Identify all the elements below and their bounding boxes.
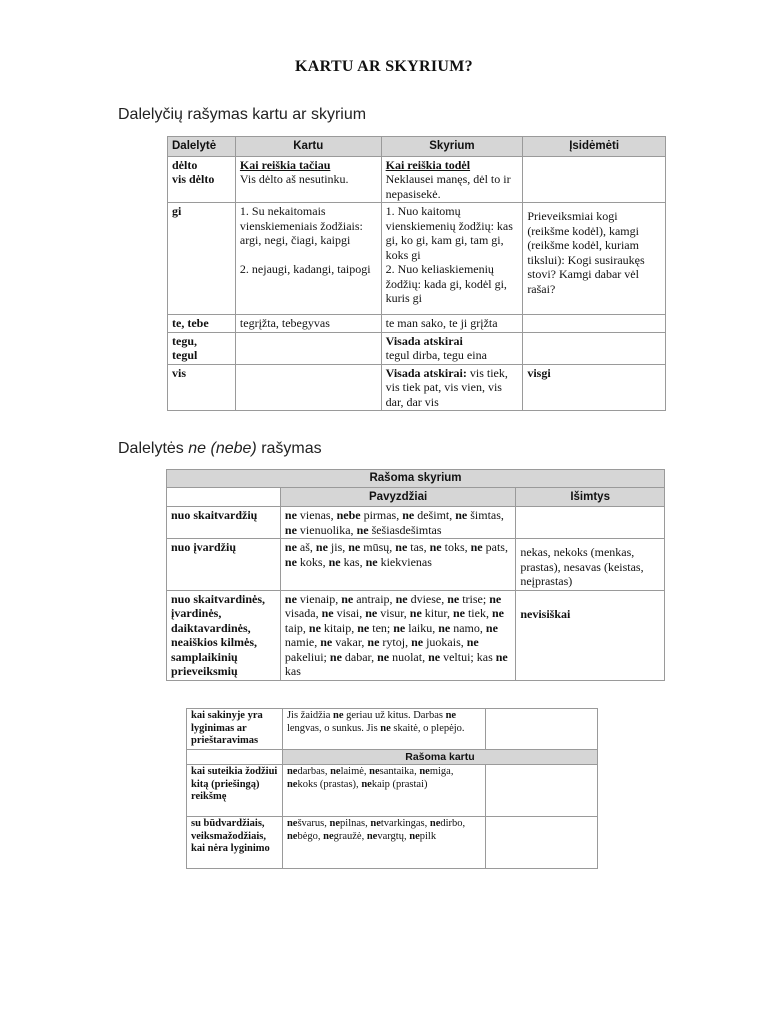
particle-cell: tegu, tegul <box>168 332 236 364</box>
table-header-row <box>167 487 665 507</box>
separately-cell: te man sako, te ji grįžta <box>381 315 523 333</box>
col-header-together: Kartu <box>235 137 381 157</box>
particle-cell: gi <box>168 203 236 315</box>
table-row <box>187 765 598 817</box>
separately-cell <box>381 332 523 364</box>
together-cell <box>235 364 381 411</box>
separately-cell <box>381 156 523 203</box>
together-cell <box>235 156 381 203</box>
heading-text: Dalelytės <box>118 440 189 457</box>
separately-text: 2. Nuo keliaskiemenių žodžių: kada gi, kodėl gi, kuris gi <box>385 262 507 305</box>
examples-cell: ne vienas, nebe pirmas, ne dešimt, ne šimtas, ne vienuolika, ne šešiasdešimtas <box>280 507 515 539</box>
separately-cell <box>381 203 523 315</box>
rule-label: su būdvardžiais, veiksmažodžiais, kai nėra lyginimo <box>187 817 283 869</box>
band-separately: Rašoma skyrium <box>167 470 665 488</box>
rule-label: nuo skaitvardžių <box>167 507 281 539</box>
separately-cell <box>381 364 523 411</box>
col-header-examples: Pavyzdžiai <box>280 487 515 507</box>
heading-text: rašymas <box>256 440 322 457</box>
section2-heading <box>118 440 322 458</box>
together-text: Vis dėlto aš nesutinku. <box>239 172 349 186</box>
table-header-row <box>168 137 666 157</box>
separately-text: 1. Nuo kaitomų vienskiemenių žodžių: kas gi, ko gi, kam gi, tam gi, koks gi <box>385 204 513 262</box>
together-cell <box>235 203 381 315</box>
separately-text: Neklausei manęs, dėl to ir nepasisekė. <box>385 172 511 201</box>
band-row <box>167 470 665 488</box>
page-title: KARTU AR SKYRIUM? <box>295 58 473 75</box>
examples-cell: ne aš, ne jis, ne mūsų, ne tas, ne toks, ne pats, ne koks, ne kas, ne kiekvienas <box>280 539 515 591</box>
examples-cell: ne vienaip, ne antraip, ne dviese, ne trise; ne visada, ne visai, ne visur, ne kitur, ne tiek, ne taip, ne kitaip, ne ten; ne laiku, ne namo, ne namie, ne vakar, ne rytoj, ne juokais, ne pakeliui; ne dabar, ne nuolat, ne veltui; kas ne kas <box>280 590 515 680</box>
ne-separately-table <box>166 469 665 681</box>
particle-cell: te, tebe <box>168 315 236 333</box>
particle-cell: dėlto vis dėlto <box>168 156 236 203</box>
note-cell: visgi <box>523 364 666 411</box>
together-cell <box>235 332 381 364</box>
band-together: Rašoma kartu <box>282 749 597 765</box>
rule-label: nuo skaitvardinės, įvardinės, daiktavardinės, neaiškios kilmės, samplaikinių prieveiksmių <box>167 590 281 680</box>
together-cell: tegrįžta, tebegyvas <box>235 315 381 333</box>
rule-label: kai sakinyje yra lyginimas ar prieštaravimas <box>187 709 283 750</box>
together-text: 2. nejaugi, kadangi, taipogi <box>239 261 371 276</box>
exceptions-cell: nevisiškai <box>516 590 665 680</box>
separately-head: Visada atskirai <box>385 333 463 348</box>
table-row <box>167 539 665 591</box>
separately-head: Kai reiškia todėl <box>385 157 471 172</box>
examples-cell: nedarbas, nelaimė, nesantaika, nemiga, nekoks (prastas), nekaip (prastai) <box>282 765 485 817</box>
ne-together-table <box>186 708 598 869</box>
table-row <box>187 817 598 869</box>
note-cell <box>523 156 666 203</box>
together-head: Kai reiškia tačiau <box>239 157 331 172</box>
table-row <box>167 507 665 539</box>
col-header-separately: Skyrium <box>381 137 523 157</box>
note-cell <box>523 315 666 333</box>
col-header-note: Įsidėmėti <box>523 137 666 157</box>
table-row <box>168 315 666 333</box>
table-row <box>168 332 666 364</box>
exceptions-cell: nekas, nekoks (menkas, prastas), nesavas (keistas, neįprastas) <box>516 539 665 591</box>
col-header-particle: Dalelytė <box>168 137 236 157</box>
note-cell <box>523 332 666 364</box>
examples-cell: nešvarus, nepilnas, netvarkingas, nedirbo, nebėgo, negraužė, nevargtų, nepilk <box>282 817 485 869</box>
band-row <box>187 749 598 765</box>
table-row <box>167 590 665 680</box>
particles-table <box>167 136 666 411</box>
together-text: 1. Su nekaitomais vienskiemeniais žodžiais: argi, negi, čiagi, kaipgi <box>239 204 363 247</box>
rule-label: kai suteikia žodžiui kitą (priešingą) reikšmę <box>187 765 283 817</box>
exceptions-cell <box>516 507 665 539</box>
table-row <box>168 156 666 203</box>
section1-heading: Dalelyčių rašymas kartu ar skyrium <box>118 106 367 123</box>
examples-cell: Jis žaidžia ne geriau už kitus. Darbas ne lengvas, o sunkus. Jis ne skaitė, o plepėjo. <box>282 709 485 750</box>
heading-italic: ne (nebe) <box>188 440 257 457</box>
table-row <box>187 709 598 750</box>
separately-text: tegul dirba, tegu eina <box>385 348 487 362</box>
note-cell: Prieveiksmiai kogi (reikšme kodėl), kamgi (reikšme kodėl, kuriam tikslui): Kogi susiraukęs stovi? Kamgi dabar vėl rašai? <box>523 203 666 315</box>
separately-text: vis tiek, vis tiek pat, vis vien, vis dar, dar vis <box>385 365 508 409</box>
rule-label: nuo įvardžių <box>167 539 281 591</box>
separately-head: Visada atskirai: <box>385 365 467 380</box>
particle-cell: vis <box>168 364 236 411</box>
col-header-exceptions: Išimtys <box>516 487 665 507</box>
table-row <box>168 203 666 315</box>
table-row <box>168 364 666 411</box>
